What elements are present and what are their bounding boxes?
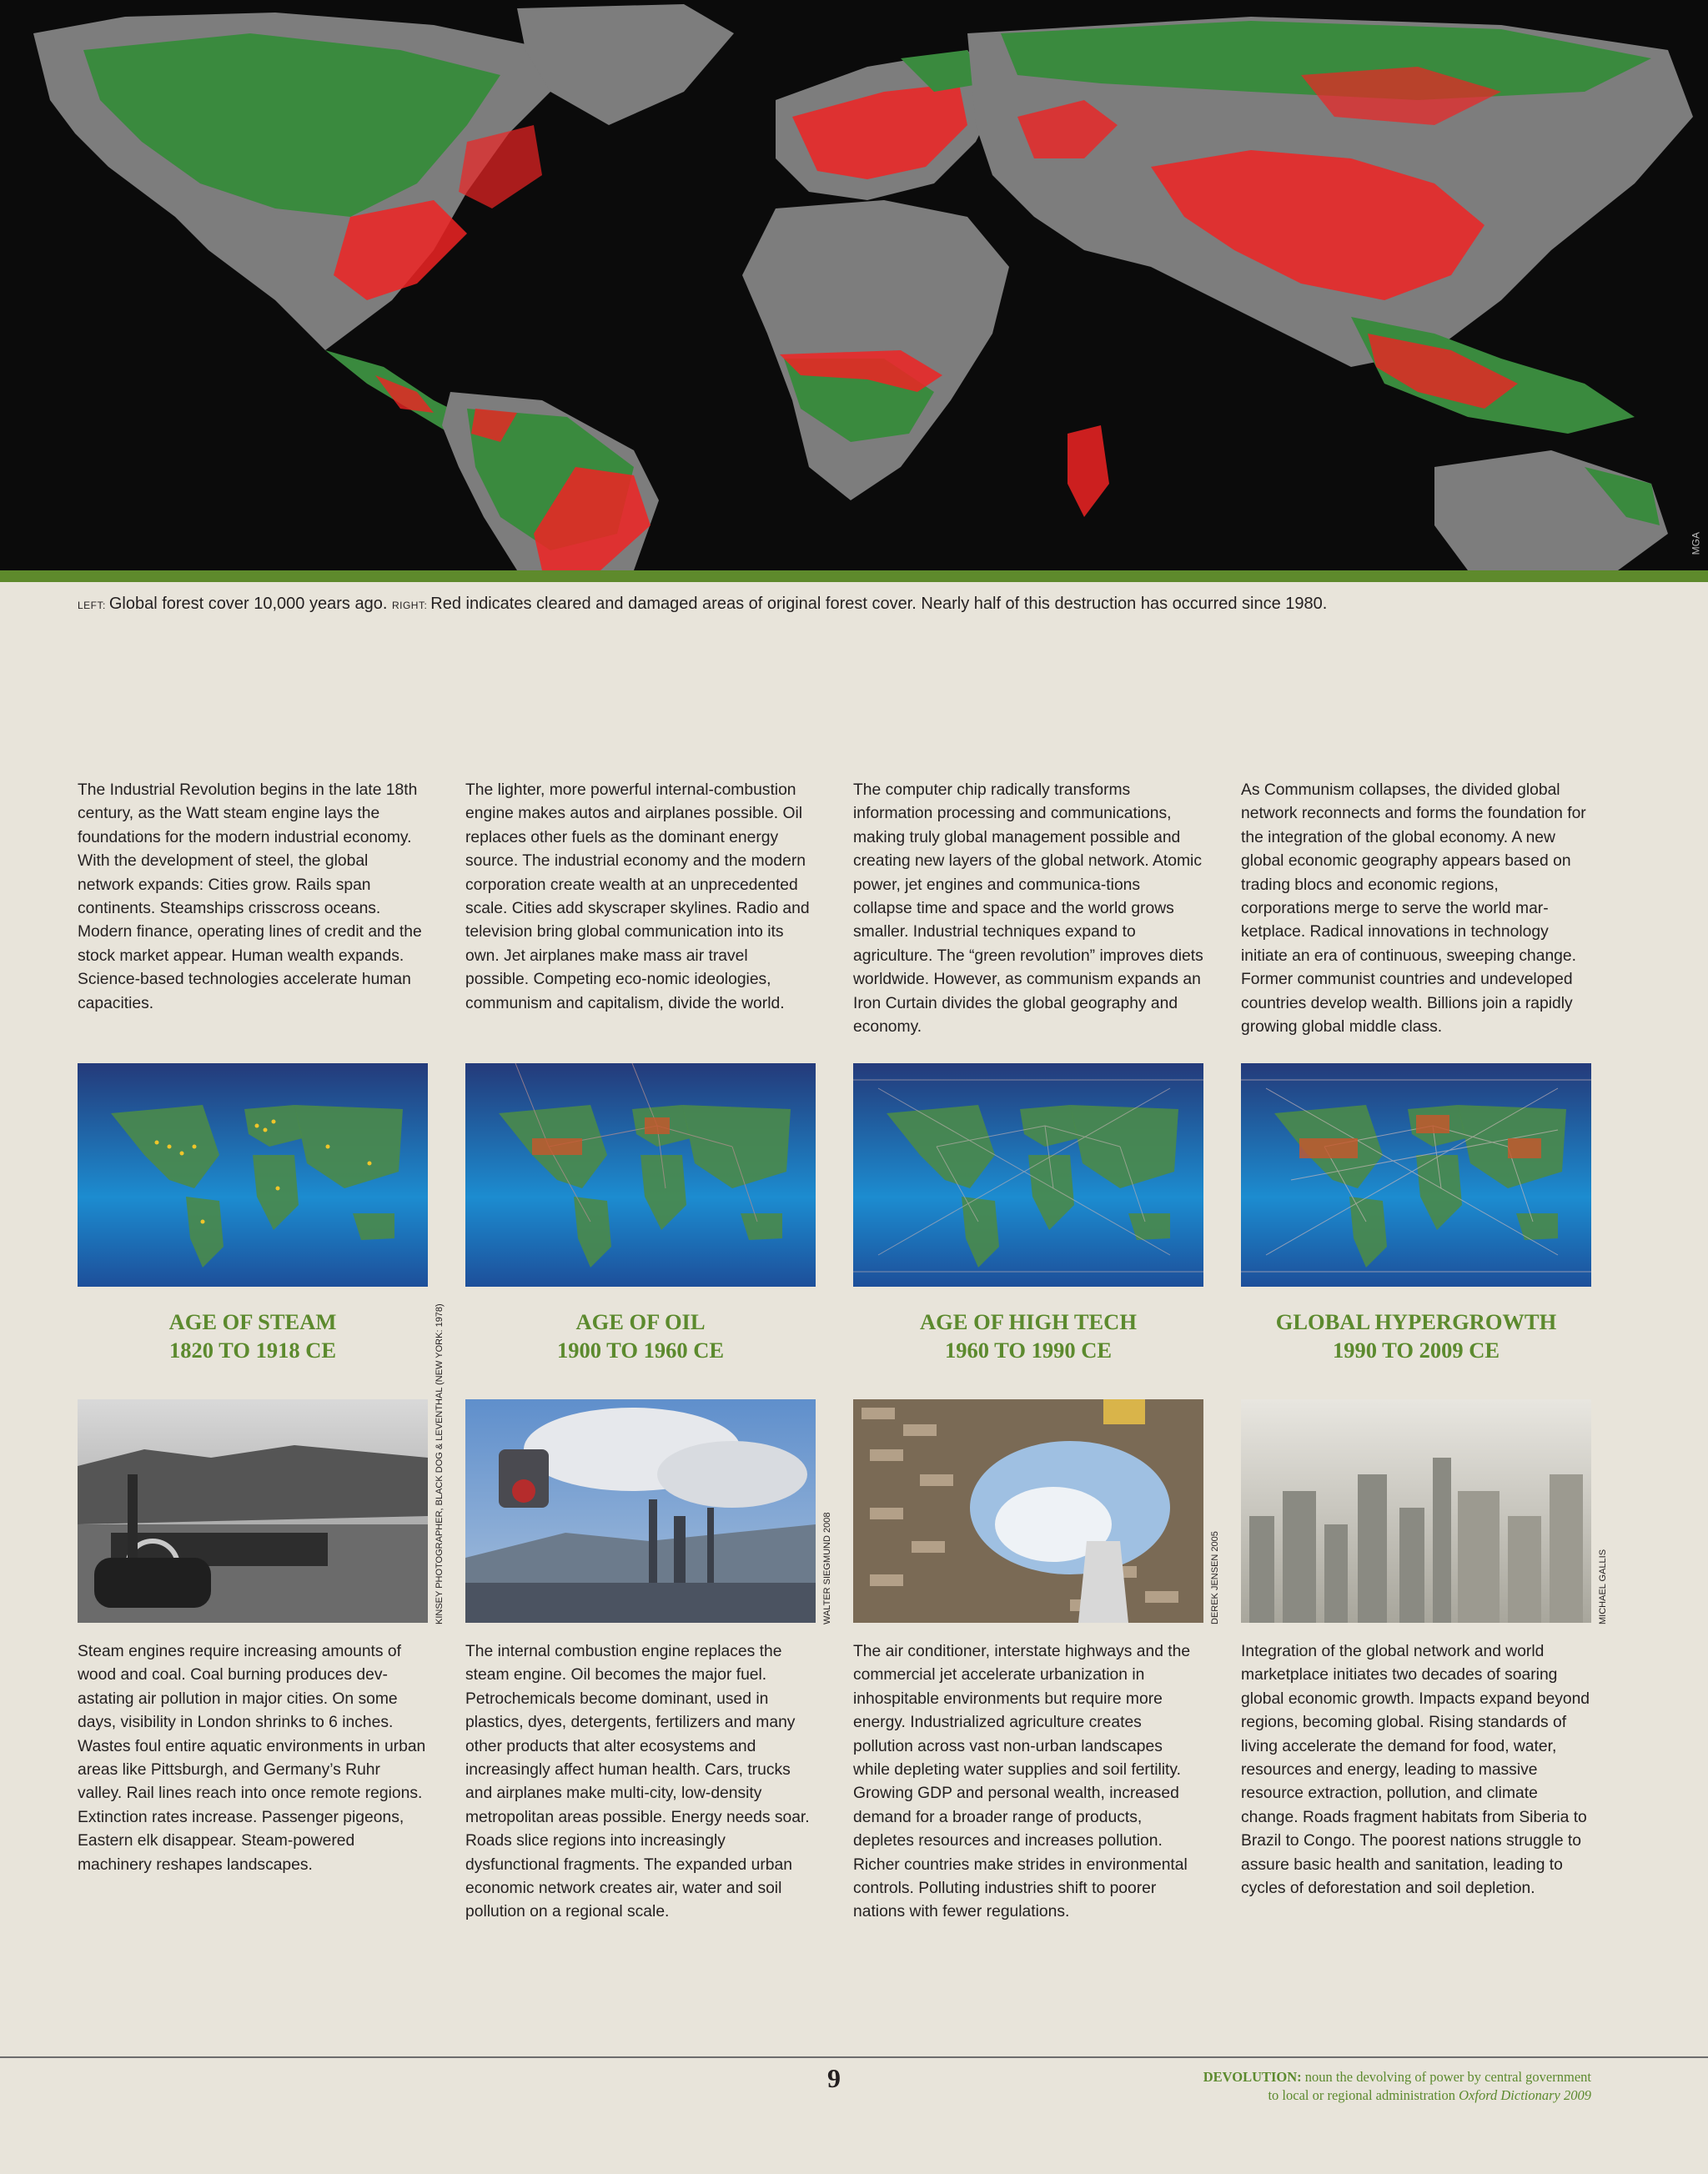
network-map-high-tech	[853, 1063, 1203, 1287]
world-map-graphic	[0, 0, 1708, 570]
footer-definition	[841, 2068, 1591, 2105]
caption-right-text: Red indicates cleared and damaged areas of original forest cover. Nearly half of this destruction has occurred since 1980.	[430, 595, 1328, 613]
caption-left-text: Global forest cover 10,000 years ago.	[108, 595, 388, 613]
photo-suburbs	[853, 1399, 1203, 1623]
age-title-dates: 1990 TO 2009 CE	[1332, 1338, 1500, 1363]
column-intro-text: The computer chip radically transforms information processing and communications, making truly global management possible and creating new layers of the global network. Atomic power, jet engines and communica-tions collapse time and space and the world grows smaller. Industrial techniques expand to agriculture. The “green revolution” improves diets worldwide. However, as communism expands an Iron Curtain divides the global geography and economy.	[853, 781, 1203, 1037]
age-title-name: AGE OF OIL	[575, 1309, 706, 1334]
definition-line-2: to local or regional administration	[1268, 2087, 1459, 2103]
photo-steam-engine	[78, 1399, 428, 1623]
age-title-name: AGE OF STEAM	[168, 1309, 337, 1334]
age-title	[853, 1308, 1203, 1364]
age-title	[1241, 1308, 1591, 1364]
column-intro-text: As Communism collapses, the divided global network reconnects and forms the foundation for the integration of the global economy. A new global economic geography appears based on trading blocs and economic regions, corporations merge to serve the world mar-ketplace. Radical innovations in technology initiate an era of continuous, sweeping change. Former communist countries and undeveloped countries develop wealth. Billions join a rapidly growing global middle class.	[1241, 781, 1586, 1037]
caption-right-tag: RIGHT:	[391, 600, 428, 611]
page-number: 9	[827, 2063, 841, 2093]
forest-cover-world-map	[0, 0, 1708, 570]
photo-city-skyline	[1241, 1399, 1591, 1623]
column-intro-text: The Industrial Revolution begins in the late 18th century, as the Watt steam engine lays the foundations for the modern industrial economy. With the development of steel, the global network expands: Cities grow. Rails span continents. Steamships crisscross oceans. Modern finance, operating lines of credit and the stock market appear. Human wealth expands. Science-based technologies accelerate human capacities.	[78, 781, 422, 1012]
definition-source: Oxford Dictionary 2009	[1459, 2087, 1591, 2103]
column-impact-text: Integration of the global network and world marketplace initiates two decades of soaring global economic growth. Impacts expand beyond regions, becoming global. Rising standards of living accelerate the demand for food, water, resources and energy, leading to massive resource extraction, pollution, and climate change. Roads fragment habitats from Siberia to Brazil to Congo. The poorest nations struggle to assure basic health and sanitation, leading to cycles of deforestation and soil depletion.	[1241, 1643, 1590, 1898]
network-map-steam	[78, 1063, 428, 1287]
age-title-name: AGE OF HIGH TECH	[920, 1309, 1137, 1334]
age-title-dates: 1820 TO 1918 CE	[168, 1338, 337, 1363]
map-photo-credit: MGA	[1690, 532, 1701, 555]
column-impact-text: The air conditioner, interstate highways and the commercial jet accelerate urbanization in inhospitable environments but require more energy. Industrialized agriculture creates pollution across vast non-urban landscapes while depleting water supplies and soil fertility. Growing GDP and personal wealth, increased demand for a broader range of products, depletes resources and increases pollution. Richer countries make strides in environmental controls. Polluting industries shift to poorer nations with fewer regulations.	[853, 1643, 1191, 1921]
photo-credit: DEREK JENSEN 2005	[1210, 1531, 1220, 1624]
map-caption	[78, 595, 1662, 614]
caption-left-tag: LEFT:	[78, 600, 106, 611]
age-title	[465, 1308, 816, 1364]
network-map-hypergrowth	[1241, 1063, 1591, 1287]
photo-credit: WALTER SIEGMUND 2008	[822, 1512, 832, 1624]
age-title	[78, 1308, 428, 1364]
definition-line-1: noun the devolving of power by central government	[1301, 2069, 1591, 2085]
age-title-name: GLOBAL HYPERGROWTH	[1275, 1309, 1557, 1334]
age-title-dates: 1900 TO 1960 CE	[556, 1338, 725, 1363]
network-map-oil	[465, 1063, 816, 1287]
definition-term: DEVOLUTION:	[1203, 2069, 1302, 2085]
column-impact-text: Steam engines require increasing amounts of wood and coal. Coal burning produces dev-astating air pollution in major cities. On some days, visibility in London shrinks to 6 inches. Wastes foul entire aquatic environments in urban areas like Pittsburgh, and Germany’s Ruhr valley. Rail lines reach into once remote regions. Extinction rates increase. Passenger pigeons, Eastern elk disappear. Steam-powered machinery reshapes landscapes.	[78, 1643, 426, 1874]
green-divider-band	[0, 570, 1708, 582]
photo-credit: KINSEY PHOTOGRAPHER, BLACK DOG & LEVENTHAL (NEW YORK: 1978)	[435, 1303, 445, 1624]
footer-rule	[0, 2056, 1708, 2058]
column-impact-text: The internal combustion engine replaces the steam engine. Oil becomes the major fuel. Petrochemicals become dominant, used in plastics, dyes, detergents, fertilizers and many other products that alter ecosystems and increasingly affect human health. Cars, trucks and airplanes make multi-city, low-density metropolitan areas possible. Energy needs soar. Roads slice regions into increasingly dysfunctional fragments. The expanded urban economic network creates air, water and soil pollution on a regional scale.	[465, 1643, 810, 1921]
column-intro-text: The lighter, more powerful internal-combustion engine makes autos and airplanes possible. Oil replaces other fuels as the dominant energy source. The industrial economy and the modern corporation create wealth at an unprecedented scale. Cities add skyscraper skylines. Radio and television bring global communication into its own. Jet airplanes make mass air travel possible. Competing eco-nomic ideologies, communism and capitalism, divide the world.	[465, 781, 810, 1012]
photo-credit: MICHAEL GALLIS	[1598, 1549, 1608, 1624]
photo-refinery	[465, 1399, 816, 1623]
age-title-dates: 1960 TO 1990 CE	[944, 1338, 1113, 1363]
